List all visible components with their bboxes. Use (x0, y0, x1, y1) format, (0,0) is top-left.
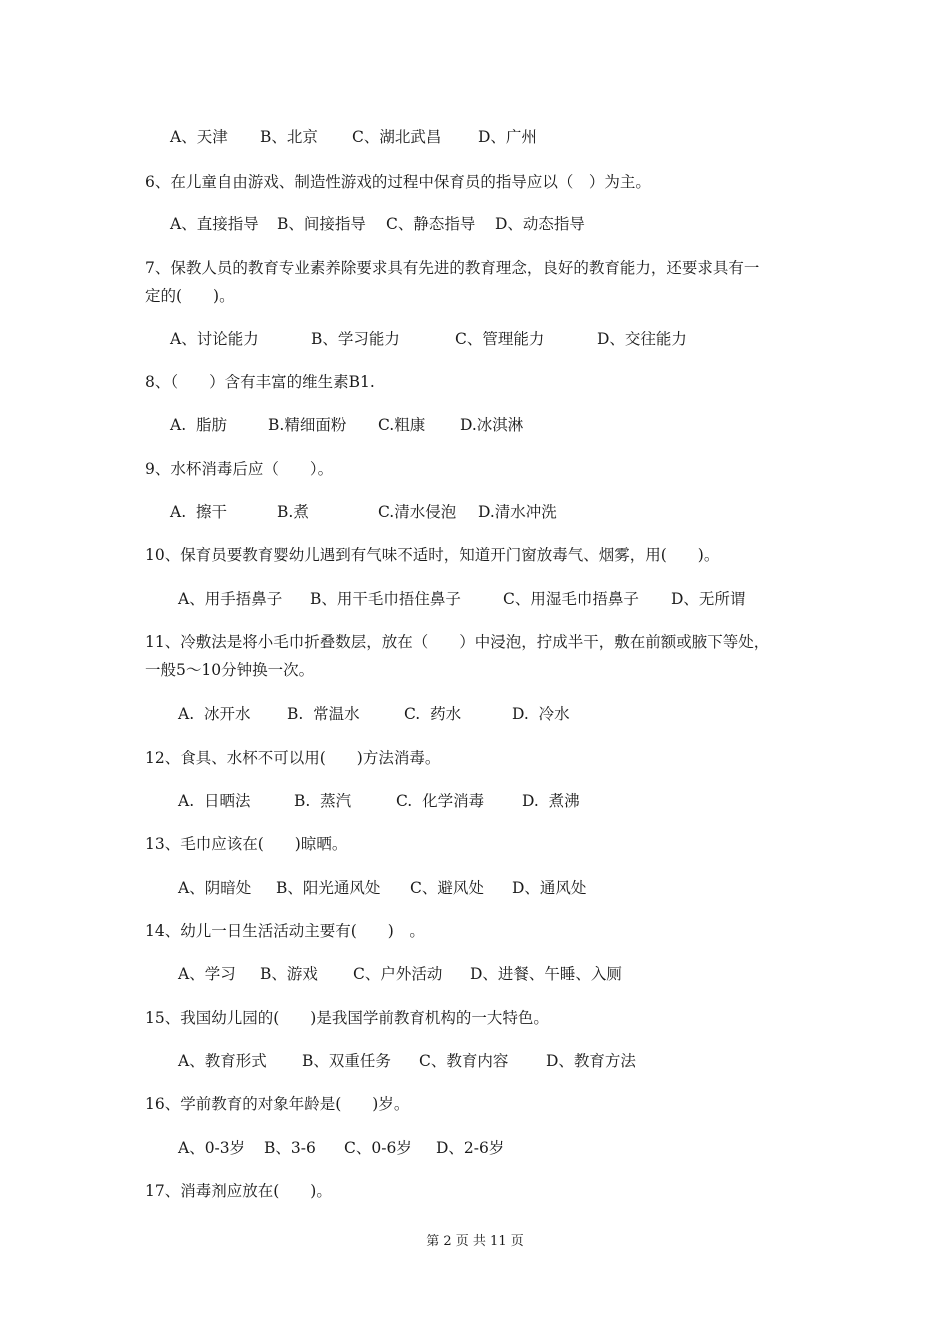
question-text: 6、在儿童自由游戏、制造性游戏的过程中保育员的指导应以（ ）为主。 (145, 173, 651, 191)
answer-option: D.冰淇淋 (460, 416, 524, 434)
answer-option: B、双重任务 (302, 1052, 391, 1070)
answer-option: B、3-6 (264, 1139, 316, 1157)
question-text: 14、幼儿一日生活活动主要有( ) 。 (145, 922, 425, 940)
answer-option: D、广州 (478, 128, 537, 146)
question-text: 13、毛巾应该在( )晾晒。 (145, 835, 348, 853)
answer-option: B. 蒸汽 (294, 792, 352, 810)
answer-option: C、管理能力 (455, 330, 545, 348)
answer-option: A、天津 (170, 128, 228, 146)
question-text: 9、水杯消毒后应（ ）。 (145, 460, 334, 478)
question-text: 定的( )。 (145, 287, 235, 305)
question-text: 10、保育员要教育婴幼儿遇到有气味不适时，知道开门窗放毒气、烟雾，用( )。 (145, 546, 720, 564)
answer-option: A、教育形式 (178, 1052, 267, 1070)
question-text: 16、学前教育的对象年龄是( )岁。 (145, 1095, 410, 1113)
answer-option: C.粗康 (378, 416, 426, 434)
answer-option: C. 药水 (404, 705, 462, 723)
answer-option: D. 煮沸 (522, 792, 580, 810)
answer-option: A、讨论能力 (170, 330, 259, 348)
answer-option: A. 冰开水 (178, 705, 251, 723)
question-text: 一般5～10分钟换一次。 (145, 661, 315, 679)
answer-option: A、学习 (178, 965, 236, 983)
answer-option: B.煮 (277, 503, 309, 521)
answer-option: A、0-3岁 (178, 1139, 246, 1157)
answer-option: C、户外活动 (353, 965, 443, 983)
question-text: 11、冷敷法是将小毛巾折叠数层，放在（ ）中浸泡，拧成半干，敷在前额或腋下等处， (145, 633, 770, 651)
answer-option: A. 日晒法 (178, 792, 251, 810)
question-text: 7、保教人员的教育专业素养除要求具有先进的教育理念，良好的教育能力，还要求具有一 (145, 259, 760, 277)
answer-option: C、静态指导 (386, 215, 476, 233)
answer-option: A、直接指导 (170, 215, 259, 233)
answer-option: D、通风处 (512, 879, 587, 897)
answer-option: D. 冷水 (512, 705, 570, 723)
answer-option: A、用手捂鼻子 (178, 590, 283, 608)
answer-option: C、用湿毛巾捂鼻子 (503, 590, 639, 608)
answer-option: A. 擦干 (170, 503, 227, 521)
answer-option: D、交往能力 (597, 330, 687, 348)
answer-option: B、用干毛巾捂住鼻子 (310, 590, 461, 608)
answer-option: D.清水冲洗 (478, 503, 557, 521)
answer-option: A、阴暗处 (178, 879, 252, 897)
answer-option: A. 脂肪 (170, 416, 227, 434)
answer-option: C、0-6岁 (344, 1139, 412, 1157)
answer-option: B、学习能力 (311, 330, 400, 348)
question-text: 17、消毒剂应放在( )。 (145, 1182, 332, 1200)
answer-option: C、避风处 (410, 879, 484, 897)
answer-option: B、间接指导 (277, 215, 366, 233)
answer-option: B. 常温水 (287, 705, 360, 723)
answer-option: B.精细面粉 (268, 416, 347, 434)
answer-option: D、2-6岁 (436, 1139, 505, 1157)
question-text: 12、食具、水杯不可以用( )方法消毒。 (145, 749, 441, 767)
answer-option: B、北京 (260, 128, 318, 146)
answer-option: D、进餐、午睡、入厕 (470, 965, 622, 983)
question-text: 15、我国幼儿园的( )是我国学前教育机构的一大特色。 (145, 1009, 549, 1027)
answer-option: B、阳光通风处 (276, 879, 381, 897)
answer-option: D、教育方法 (546, 1052, 636, 1070)
answer-option: C、教育内容 (419, 1052, 509, 1070)
answer-option: C、湖北武昌 (352, 128, 442, 146)
answer-option: B、游戏 (260, 965, 318, 983)
answer-option: D、无所谓 (671, 590, 746, 608)
answer-option: C. 化学消毒 (396, 792, 485, 810)
answer-option: D、动态指导 (495, 215, 585, 233)
question-text: 8、（ ）含有丰富的维生素B1. (145, 373, 375, 391)
answer-option: C.清水侵泡 (378, 503, 457, 521)
page-footer: 第 2 页 共 11 页 (426, 1234, 524, 1249)
